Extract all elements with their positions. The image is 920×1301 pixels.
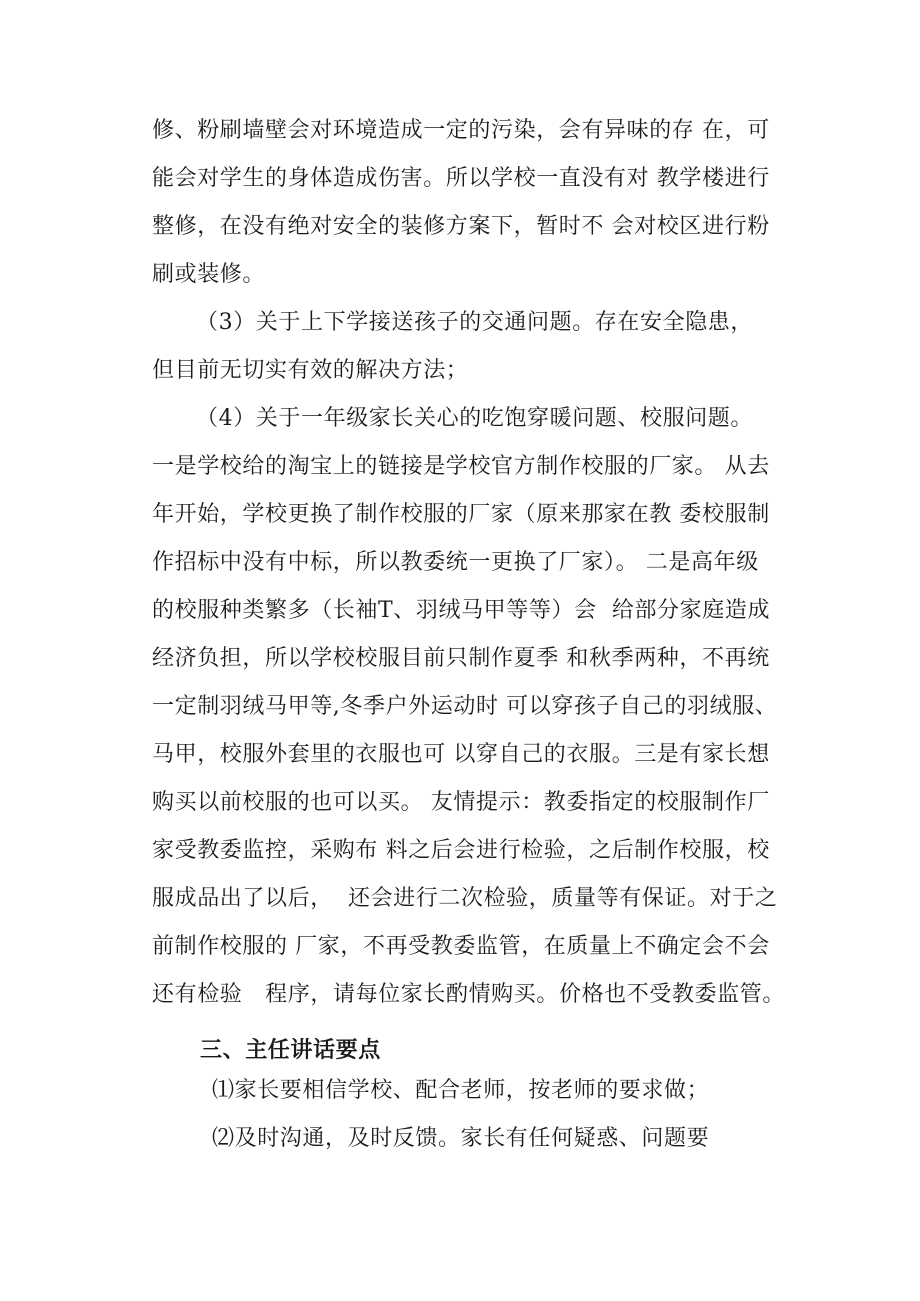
paragraph-line: 服成品出了以后， 还会进行二次检验，质量等有保证。对于之 (152, 886, 778, 911)
list-item-1: ⑴家长要相信学校、配合老师，按老师的要求做； (212, 1078, 710, 1103)
list-item-2: ⑵及时沟通，及时反馈。家长有任何疑惑、问题要 (212, 1126, 710, 1151)
paragraph-line: 修、粉刷墙壁会对环境造成一定的污染，会有异味的存 在，可 (152, 118, 770, 143)
paragraph-line: 作招标中没有中标，所以教委统一更换了厂家）。 二是高年级 (152, 550, 759, 575)
paragraph-line: 家受教委监控，采购布 料之后会进行检验，之后制作校服，校 (152, 838, 770, 863)
paragraph-line: 刷或装修。 (152, 262, 266, 287)
list-item-4: （4）关于一年级家长关心的吃饱穿暖问题、校服问题。 (196, 406, 753, 431)
paragraph-line: 能会对学生的身体造成伤害。所以学校一直没有对 教学楼进行 (152, 166, 770, 191)
paragraph-line: 一定制羽绒马甲等,冬季户外运动时 可以穿孩子自己的羽绒服、 (152, 694, 778, 719)
paragraph-line: 的校服种类繁多（长袖T、羽绒马甲等等）会 给部分家庭造成 (152, 598, 771, 623)
paragraph-line: 还有检验 程序，请每位家长酌情购买。价格也不受教委监管。 (152, 982, 785, 1007)
paragraph-line: 马甲，校服外套里的衣服也可 以穿自己的衣服。三是有家长想 (152, 742, 770, 767)
paragraph-line: 前制作校服的 厂家，不再受教委监管，在质量上不确定会不会 (152, 934, 770, 959)
paragraph-line: 但目前无切实有效的解决方法； (152, 358, 469, 383)
paragraph-line: 经济负担，所以学校校服目前只制作夏季 和秋季两种，不再统 (152, 646, 770, 671)
section-heading: 三、主任讲话要点 (200, 1038, 381, 1063)
list-item-3: （3）关于上下学接送孩子的交通问题。存在安全隐患， (196, 310, 753, 335)
paragraph-line: 购买以前校服的也可以买。 友情提示：教委指定的校服制作厂 (152, 790, 770, 815)
paragraph-line: 一是学校给的淘宝上的链接是学校官方制作校服的厂家。 从去 (152, 454, 770, 479)
paragraph-line: 整修，在没有绝对安全的装修方案下，暂时不 会对校区进行粉 (152, 214, 770, 239)
paragraph-line: 年开始，学校更换了制作校服的厂家（原来那家在教 委校服制 (152, 502, 770, 527)
